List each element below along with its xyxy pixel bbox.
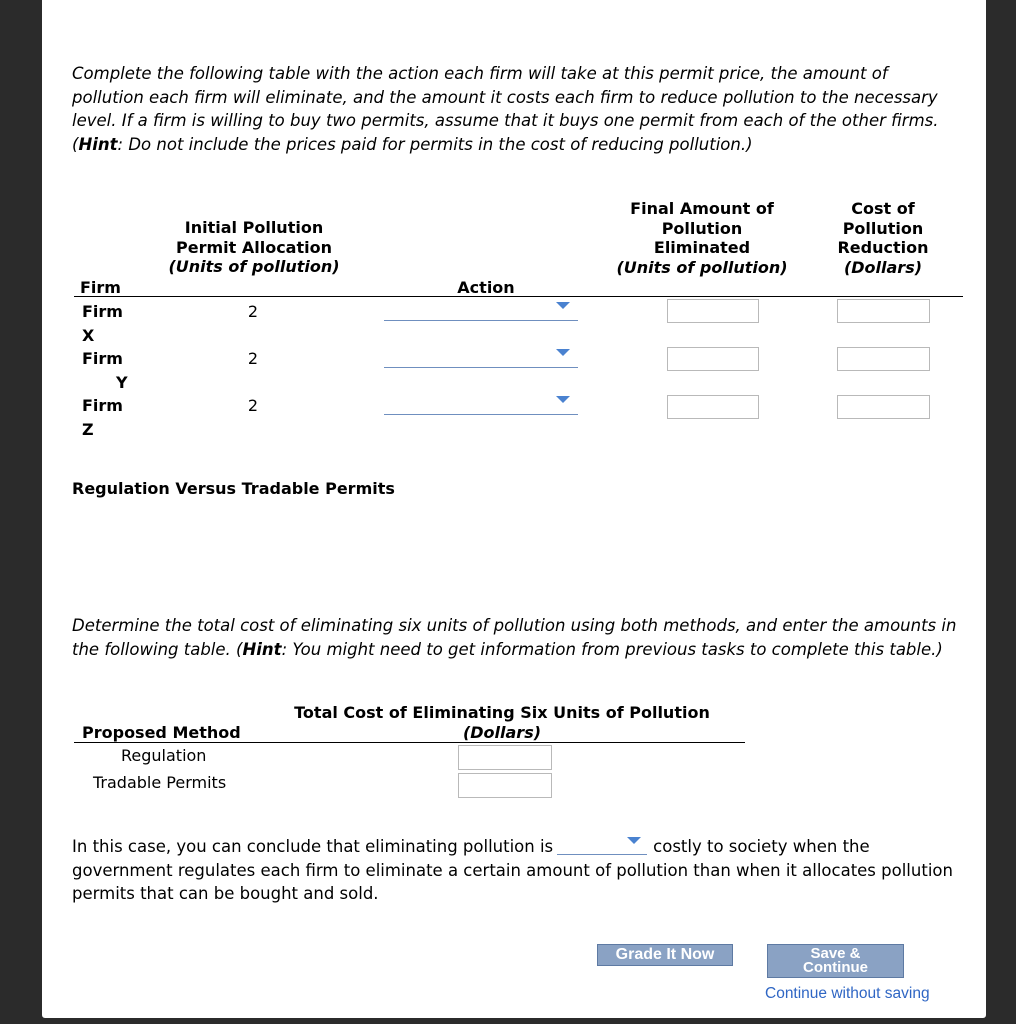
cost-input-x[interactable] <box>837 299 930 323</box>
total-cost-input-tradable[interactable] <box>458 773 552 798</box>
conclusion-dropdown[interactable] <box>557 835 647 855</box>
save-continue-button[interactable]: Save & Continue <box>767 944 904 978</box>
cost-input-z[interactable] <box>837 395 930 419</box>
method-regulation: Regulation <box>121 746 207 765</box>
chevron-down-icon <box>627 837 641 844</box>
chevron-down-icon <box>556 396 570 403</box>
header-firm: Firm <box>80 278 121 297</box>
content-panel <box>42 0 986 1018</box>
conclusion-paragraph: In this case, you can conclude that eliminating pollution is costly to society when the government regulates each firm to eliminate a certain amount of pollution than when it allocates pollution permits that can be bought and sold. <box>72 837 953 903</box>
header-cost: Cost of Pollution Reduction (Dollars) <box>837 199 929 277</box>
chevron-down-icon <box>556 349 570 356</box>
action-dropdown-z[interactable] <box>384 392 578 415</box>
header-initial-allocation: Initial Pollution Permit Allocation (Units of pollution) <box>168 218 340 276</box>
header-final-amount: Final Amount of Pollution Eliminated (Units of pollution) <box>616 199 788 277</box>
table-row-firm-y: Firm Y <box>82 349 128 392</box>
final-amount-input-x[interactable] <box>667 299 759 323</box>
hint-text: : Do not include the prices paid for permits in the cost of reducing pollution.) <box>117 134 753 154</box>
instructions-paragraph <box>72 62 957 156</box>
total-cost-input-regulation[interactable] <box>458 745 552 770</box>
table1-header-rule <box>74 296 963 297</box>
header-total-cost: Total Cost of Eliminating Six Units of Pollution (Dollars) <box>294 703 710 742</box>
table-row-firm-x: Firm X <box>82 302 123 345</box>
grade-it-now-button[interactable]: Grade It Now <box>597 944 733 966</box>
hint-label: Hint <box>78 134 118 154</box>
final-amount-input-y[interactable] <box>667 347 759 371</box>
initial-allocation-z: 2 <box>247 396 259 415</box>
hint-label: Hint <box>242 639 282 659</box>
table2-header-rule <box>74 742 745 743</box>
initial-allocation-x: 2 <box>247 302 259 321</box>
chevron-down-icon <box>556 302 570 309</box>
initial-allocation-y: 2 <box>247 349 259 368</box>
final-amount-input-z[interactable] <box>667 395 759 419</box>
action-dropdown-x[interactable] <box>384 298 578 321</box>
determine-paragraph: Determine the total cost of eliminating six units of pollution using both methods, and enter the amounts in the following table. (Hint: You might need to get information from previous tasks to complete this table.) <box>72 616 957 659</box>
continue-without-saving-link[interactable]: Continue without saving <box>765 985 930 1002</box>
instructions-text: Complete the following table with the action each firm will take at this permit price, the amount of pollution each firm will eliminate, and the amount it costs each firm to reduce pollution to the necessary level. If a firm is willing to buy two permits, assume that it buys one permit from each of the other firms. ( <box>72 64 939 154</box>
header-action: Action <box>457 278 515 297</box>
action-dropdown-y[interactable] <box>384 345 578 368</box>
section-title: Regulation Versus Tradable Permits <box>72 479 395 498</box>
table-row-firm-z: Firm Z <box>82 396 123 439</box>
cost-input-y[interactable] <box>837 347 930 371</box>
header-proposed-method: Proposed Method <box>82 723 241 742</box>
method-tradable-permits: Tradable Permits <box>93 773 227 792</box>
